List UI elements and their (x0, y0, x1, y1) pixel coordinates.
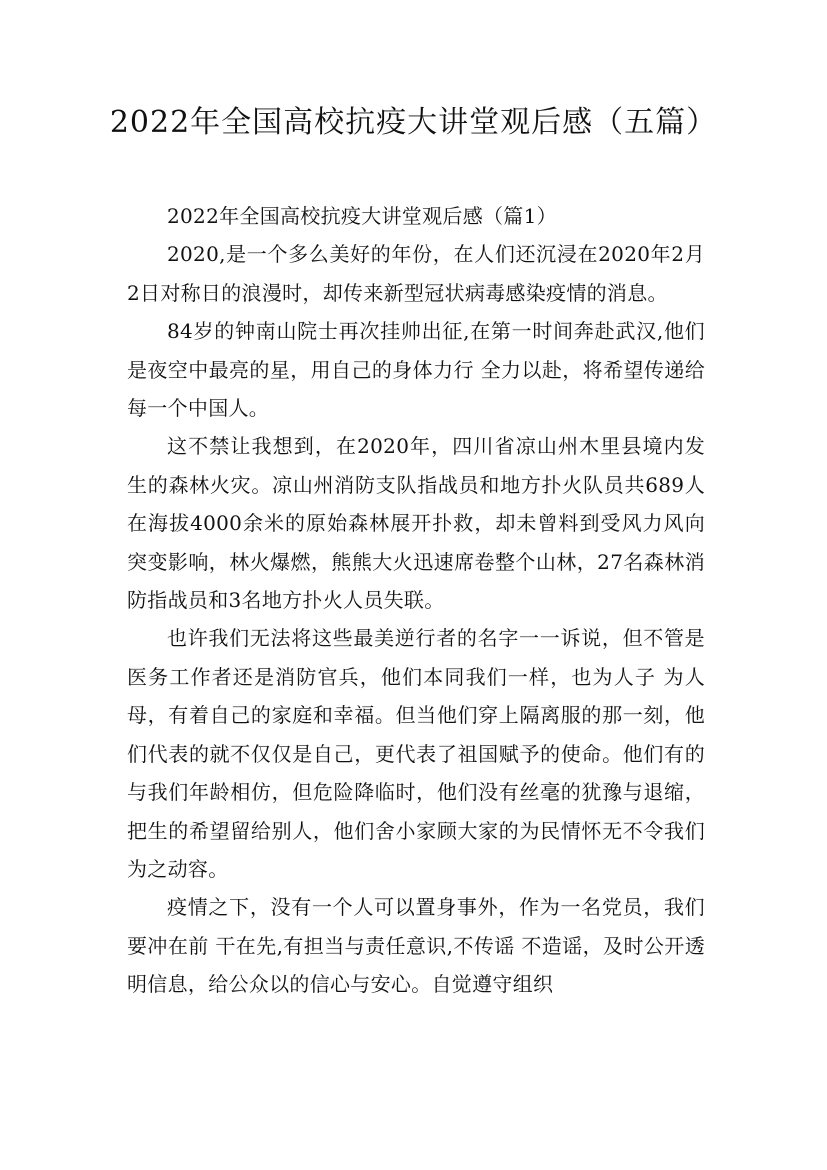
paragraph: 2020,是一个多么美好的年份，在人们还沉浸在2020年2月2日对称日的浪漫时，却传来新型冠状病毒感染疫情的消息。 (127, 242, 705, 305)
document-body (127, 197, 705, 1004)
paragraph: 84岁的钟南山院士再次挂帅出征,在第一时间奔赴武汉,他们是夜空中最亮的星，用自己的身体力行 全力以赴，将希望传递给每一个中国人。 (127, 319, 705, 421)
paragraph: 也许我们无法将这些最美逆行者的名字一一诉说，但不管是医务工作者还是消防官兵，他们本同我们一样，也为人子 为人母，有着自己的家庭和幸福。但当他们穿上隔离服的那一刻，他们代表的就不仅仅是自己，更代表了祖国赋予的使命。他们有的与我们年龄相仿，但危险降临时，他们没有丝毫的犹豫与退缩，把生的希望留给别人，他们舍小家顾大家的为民情怀无不令我们为之动容。 (127, 626, 705, 881)
paragraph: 这不禁让我想到，在2020年，四川省凉山州木里县境内发生的森林火灾。凉山州消防支队指战员和地方扑火队员共689人在海拔4000余米的原始森林展开扑救，却未曾料到受风力风向突变影响，林火爆燃，熊熊大火迅速席卷整个山林，27名森林消防指战员和3名地方扑火人员失联。 (127, 434, 705, 613)
paragraph: 疫情之下，没有一个人可以置身事外，作为一名党员，我们要冲在前 干在先,有担当与责任意识,不传谣 不造谣，及时公开透明信息，给公众以的信心与安心。自觉遵守组织 (127, 895, 705, 997)
section-subtitle: 2022年全国高校抗疫大讲堂观后感（篇1） (167, 204, 557, 228)
document-title: 2022年全国高校抗疫大讲堂观后感（五篇） (109, 105, 718, 140)
